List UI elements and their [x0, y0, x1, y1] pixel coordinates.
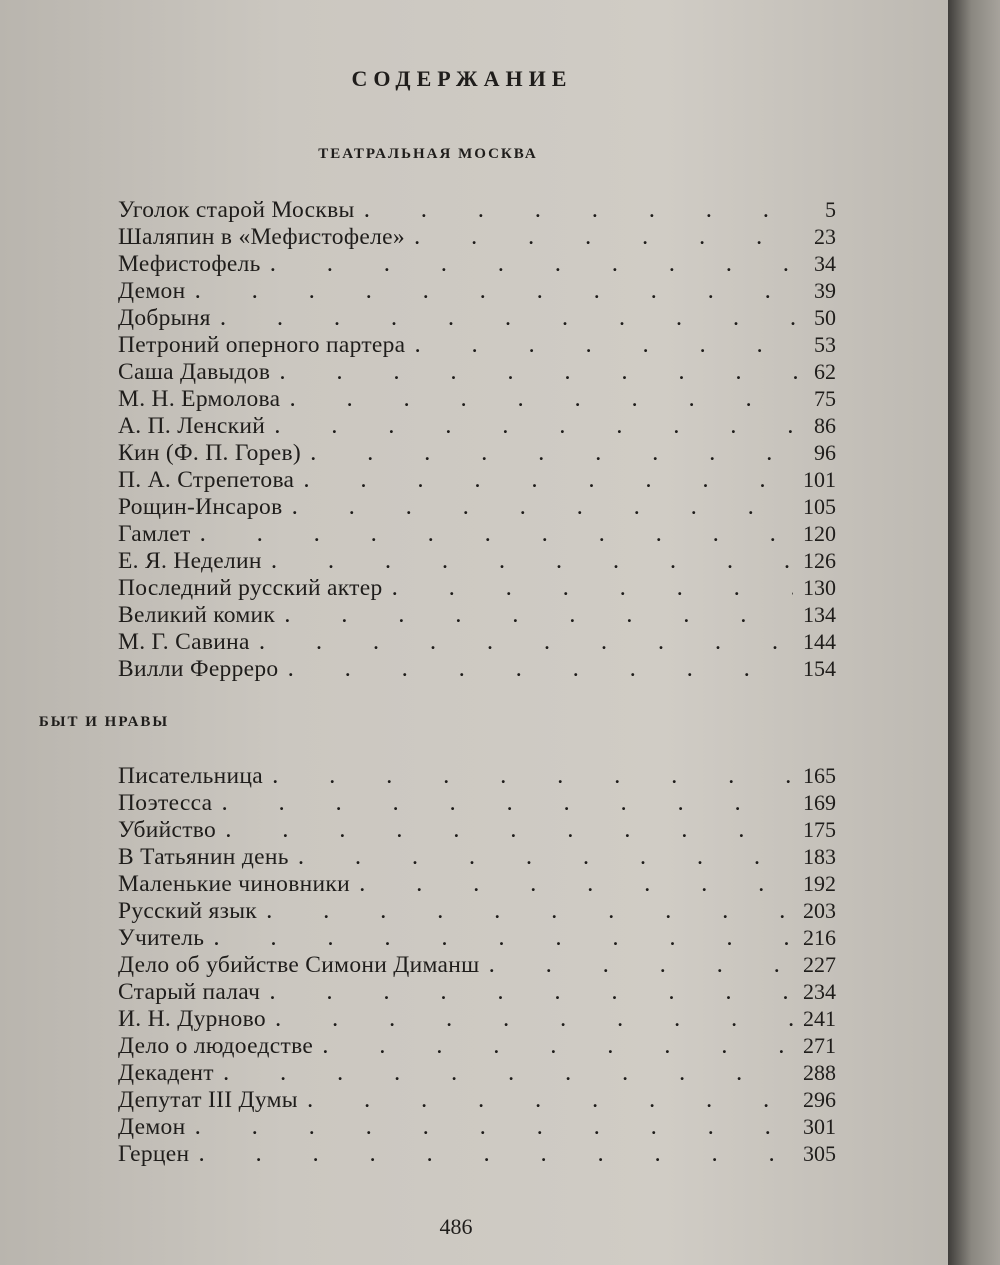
toc-entry-title: Петроний оперного партера — [118, 332, 406, 358]
dot-leader — [360, 872, 793, 899]
toc-entry-page: 75 — [814, 386, 836, 411]
toc-entry-title: Великий комик — [118, 602, 276, 628]
toc-entry — [118, 1086, 836, 1113]
toc-entry-page: 105 — [803, 494, 836, 519]
toc-entry-title: Добрыня — [118, 305, 211, 331]
toc-entry — [118, 304, 836, 331]
toc-entry-title: Рощин-Инсаров — [118, 494, 283, 520]
toc-entry-page: 134 — [803, 602, 836, 627]
toc-entry-title: Демон — [118, 278, 186, 304]
toc-entry-page: 227 — [803, 952, 836, 977]
toc-entry — [118, 1059, 836, 1086]
toc-entry — [118, 223, 836, 250]
dot-leader — [490, 953, 793, 980]
toc-entry-page: 183 — [803, 844, 836, 869]
toc-entry-title: Саша Давыдов — [118, 359, 271, 385]
toc-entry-page: 154 — [803, 656, 836, 681]
toc-entry-title: Декадент — [118, 1060, 214, 1086]
dot-leader — [323, 1034, 793, 1061]
toc-entry-page: 203 — [803, 898, 836, 923]
toc-entry-page: 241 — [803, 1006, 836, 1031]
toc-entry-page: 53 — [814, 332, 836, 357]
toc-entry-page: 23 — [814, 224, 836, 249]
toc-entry — [118, 520, 836, 547]
toc-entry-page: 130 — [803, 575, 836, 600]
toc-entry-page: 301 — [803, 1114, 836, 1139]
toc-entry-title: Демон — [118, 1114, 186, 1140]
toc-entry-title: М. Г. Савина — [118, 629, 250, 655]
dot-leader — [280, 360, 804, 387]
toc-entry-title: Поэтесса — [118, 790, 213, 816]
toc-entry-title: М. Н. Ермолова — [118, 386, 281, 412]
toc-entry-page: 234 — [803, 979, 836, 1004]
toc-entry — [118, 1032, 836, 1059]
dot-leader — [260, 630, 793, 657]
dot-leader — [195, 279, 804, 306]
toc-entry — [118, 1140, 836, 1167]
dot-leader — [308, 1088, 793, 1115]
toc-entry-title: Депутат III Думы — [118, 1087, 298, 1113]
toc-entry — [118, 331, 836, 358]
toc-entry-page: 192 — [803, 871, 836, 896]
dot-leader — [290, 387, 804, 414]
page-title: СОДЕРЖАНИЕ — [351, 66, 573, 91]
toc-entry — [118, 439, 836, 466]
toc-entry-page: 296 — [803, 1087, 836, 1112]
toc-entry-page: 271 — [803, 1033, 836, 1058]
toc-entry-page: 39 — [814, 278, 836, 303]
toc-entry — [118, 466, 836, 493]
toc-entry — [118, 789, 836, 816]
toc-entry-title: И. Н. Дурново — [118, 1006, 266, 1032]
toc-entry — [118, 870, 836, 897]
toc-entry — [118, 358, 836, 385]
dot-leader — [271, 252, 804, 279]
dot-leader — [273, 764, 793, 791]
toc-entry — [118, 196, 836, 223]
toc-entry — [118, 978, 836, 1005]
dot-leader — [226, 818, 793, 845]
toc-entry-title: Дело об убийстве Симони Диманш — [118, 952, 480, 978]
toc-entry-page: 101 — [803, 467, 836, 492]
toc-entry-title: Убийство — [118, 817, 217, 843]
toc-entry-page: 62 — [814, 359, 836, 384]
toc-entry-page: 175 — [803, 817, 836, 842]
dot-leader — [293, 495, 794, 522]
toc-entry-title: В Татьянин день — [118, 844, 289, 870]
dot-leader — [214, 926, 793, 953]
toc-entry-title: Последний русский актер — [118, 575, 383, 601]
toc-entry — [118, 897, 836, 924]
toc-entry — [118, 1113, 836, 1140]
toc-list — [118, 196, 836, 682]
toc-entry-title: Мефистофель — [118, 251, 261, 277]
dot-leader — [224, 1061, 793, 1088]
dot-leader — [285, 603, 793, 630]
toc-entry-title: Учитель — [118, 925, 205, 951]
toc-entry-page: 96 — [814, 440, 836, 465]
toc-entry-page: 169 — [803, 790, 836, 815]
toc-entry-title: А. П. Ленский — [118, 413, 266, 439]
toc-entry-title: Гамлет — [118, 521, 191, 547]
toc-entry — [118, 655, 836, 682]
toc-entry-page: 5 — [825, 197, 836, 222]
toc-entry-title: П. А. Стрепетова — [118, 467, 295, 493]
dot-leader — [201, 522, 793, 549]
toc-entry-title: Вилли Ферреро — [118, 656, 279, 682]
toc-entry — [118, 547, 836, 574]
section-heading: БЫТ И НРАВЫ — [38, 714, 170, 730]
toc-list — [118, 762, 836, 1167]
toc-entry-page: 216 — [803, 925, 836, 950]
toc-entry-title: Кин (Ф. П. Горев) — [118, 440, 302, 466]
dot-leader — [393, 576, 793, 603]
dot-leader — [199, 1142, 793, 1169]
book-spine-edge — [948, 0, 1000, 1265]
toc-entry — [118, 762, 836, 789]
toc-entry — [118, 951, 836, 978]
dot-leader — [311, 441, 804, 468]
section-heading: ТЕАТРАЛЬНАЯ МОСКВА — [318, 146, 538, 162]
toc-entry-title: Уголок старой Москвы — [118, 197, 355, 223]
toc-entry-page: 120 — [803, 521, 836, 546]
dot-leader — [304, 468, 793, 495]
toc-entry-page: 288 — [803, 1060, 836, 1085]
toc-entry-page: 165 — [803, 763, 836, 788]
toc-entry-title: Е. Я. Неделин — [118, 548, 262, 574]
toc-entry — [118, 385, 836, 412]
dot-leader — [222, 791, 793, 818]
toc-entry — [118, 816, 836, 843]
dot-leader — [275, 414, 804, 441]
toc-entry — [118, 628, 836, 655]
toc-entry-page: 50 — [814, 305, 836, 330]
toc-entry-page: 144 — [803, 629, 836, 654]
toc-entry-title: Шаляпин в «Мефистофеле» — [118, 224, 405, 250]
toc-entry-title: Маленькие чиновники — [118, 871, 350, 897]
toc-entry-title: Герцен — [118, 1141, 190, 1167]
toc-entry — [118, 493, 836, 520]
toc-entry — [118, 843, 836, 870]
toc-entry — [118, 1005, 836, 1032]
toc-entry-page: 34 — [814, 251, 836, 276]
toc-entry — [118, 574, 836, 601]
toc-entry — [118, 277, 836, 304]
dot-leader — [288, 657, 793, 684]
toc-entry — [118, 601, 836, 628]
toc-entry-title: Дело о людоедстве — [118, 1033, 314, 1059]
dot-leader — [195, 1115, 793, 1142]
toc-entry — [118, 412, 836, 439]
dot-leader — [365, 198, 813, 225]
toc-entry-title: Старый палач — [118, 979, 261, 1005]
toc-entry — [118, 250, 836, 277]
toc-entry-page: 305 — [803, 1141, 836, 1166]
toc-entry-page: 86 — [814, 413, 836, 438]
dot-leader — [272, 549, 793, 576]
toc-entry-page: 126 — [803, 548, 836, 573]
dot-leader — [267, 899, 793, 926]
dot-leader — [276, 1007, 793, 1034]
dot-leader — [221, 306, 804, 333]
dot-leader — [270, 980, 793, 1007]
dot-leader — [415, 225, 804, 252]
dot-leader — [299, 845, 793, 872]
toc-entry-title: Писательница — [118, 763, 263, 789]
dot-leader — [415, 333, 804, 360]
toc-entry-title: Русский язык — [118, 898, 258, 924]
toc-entry — [118, 924, 836, 951]
page-number: 486 — [439, 1214, 473, 1239]
